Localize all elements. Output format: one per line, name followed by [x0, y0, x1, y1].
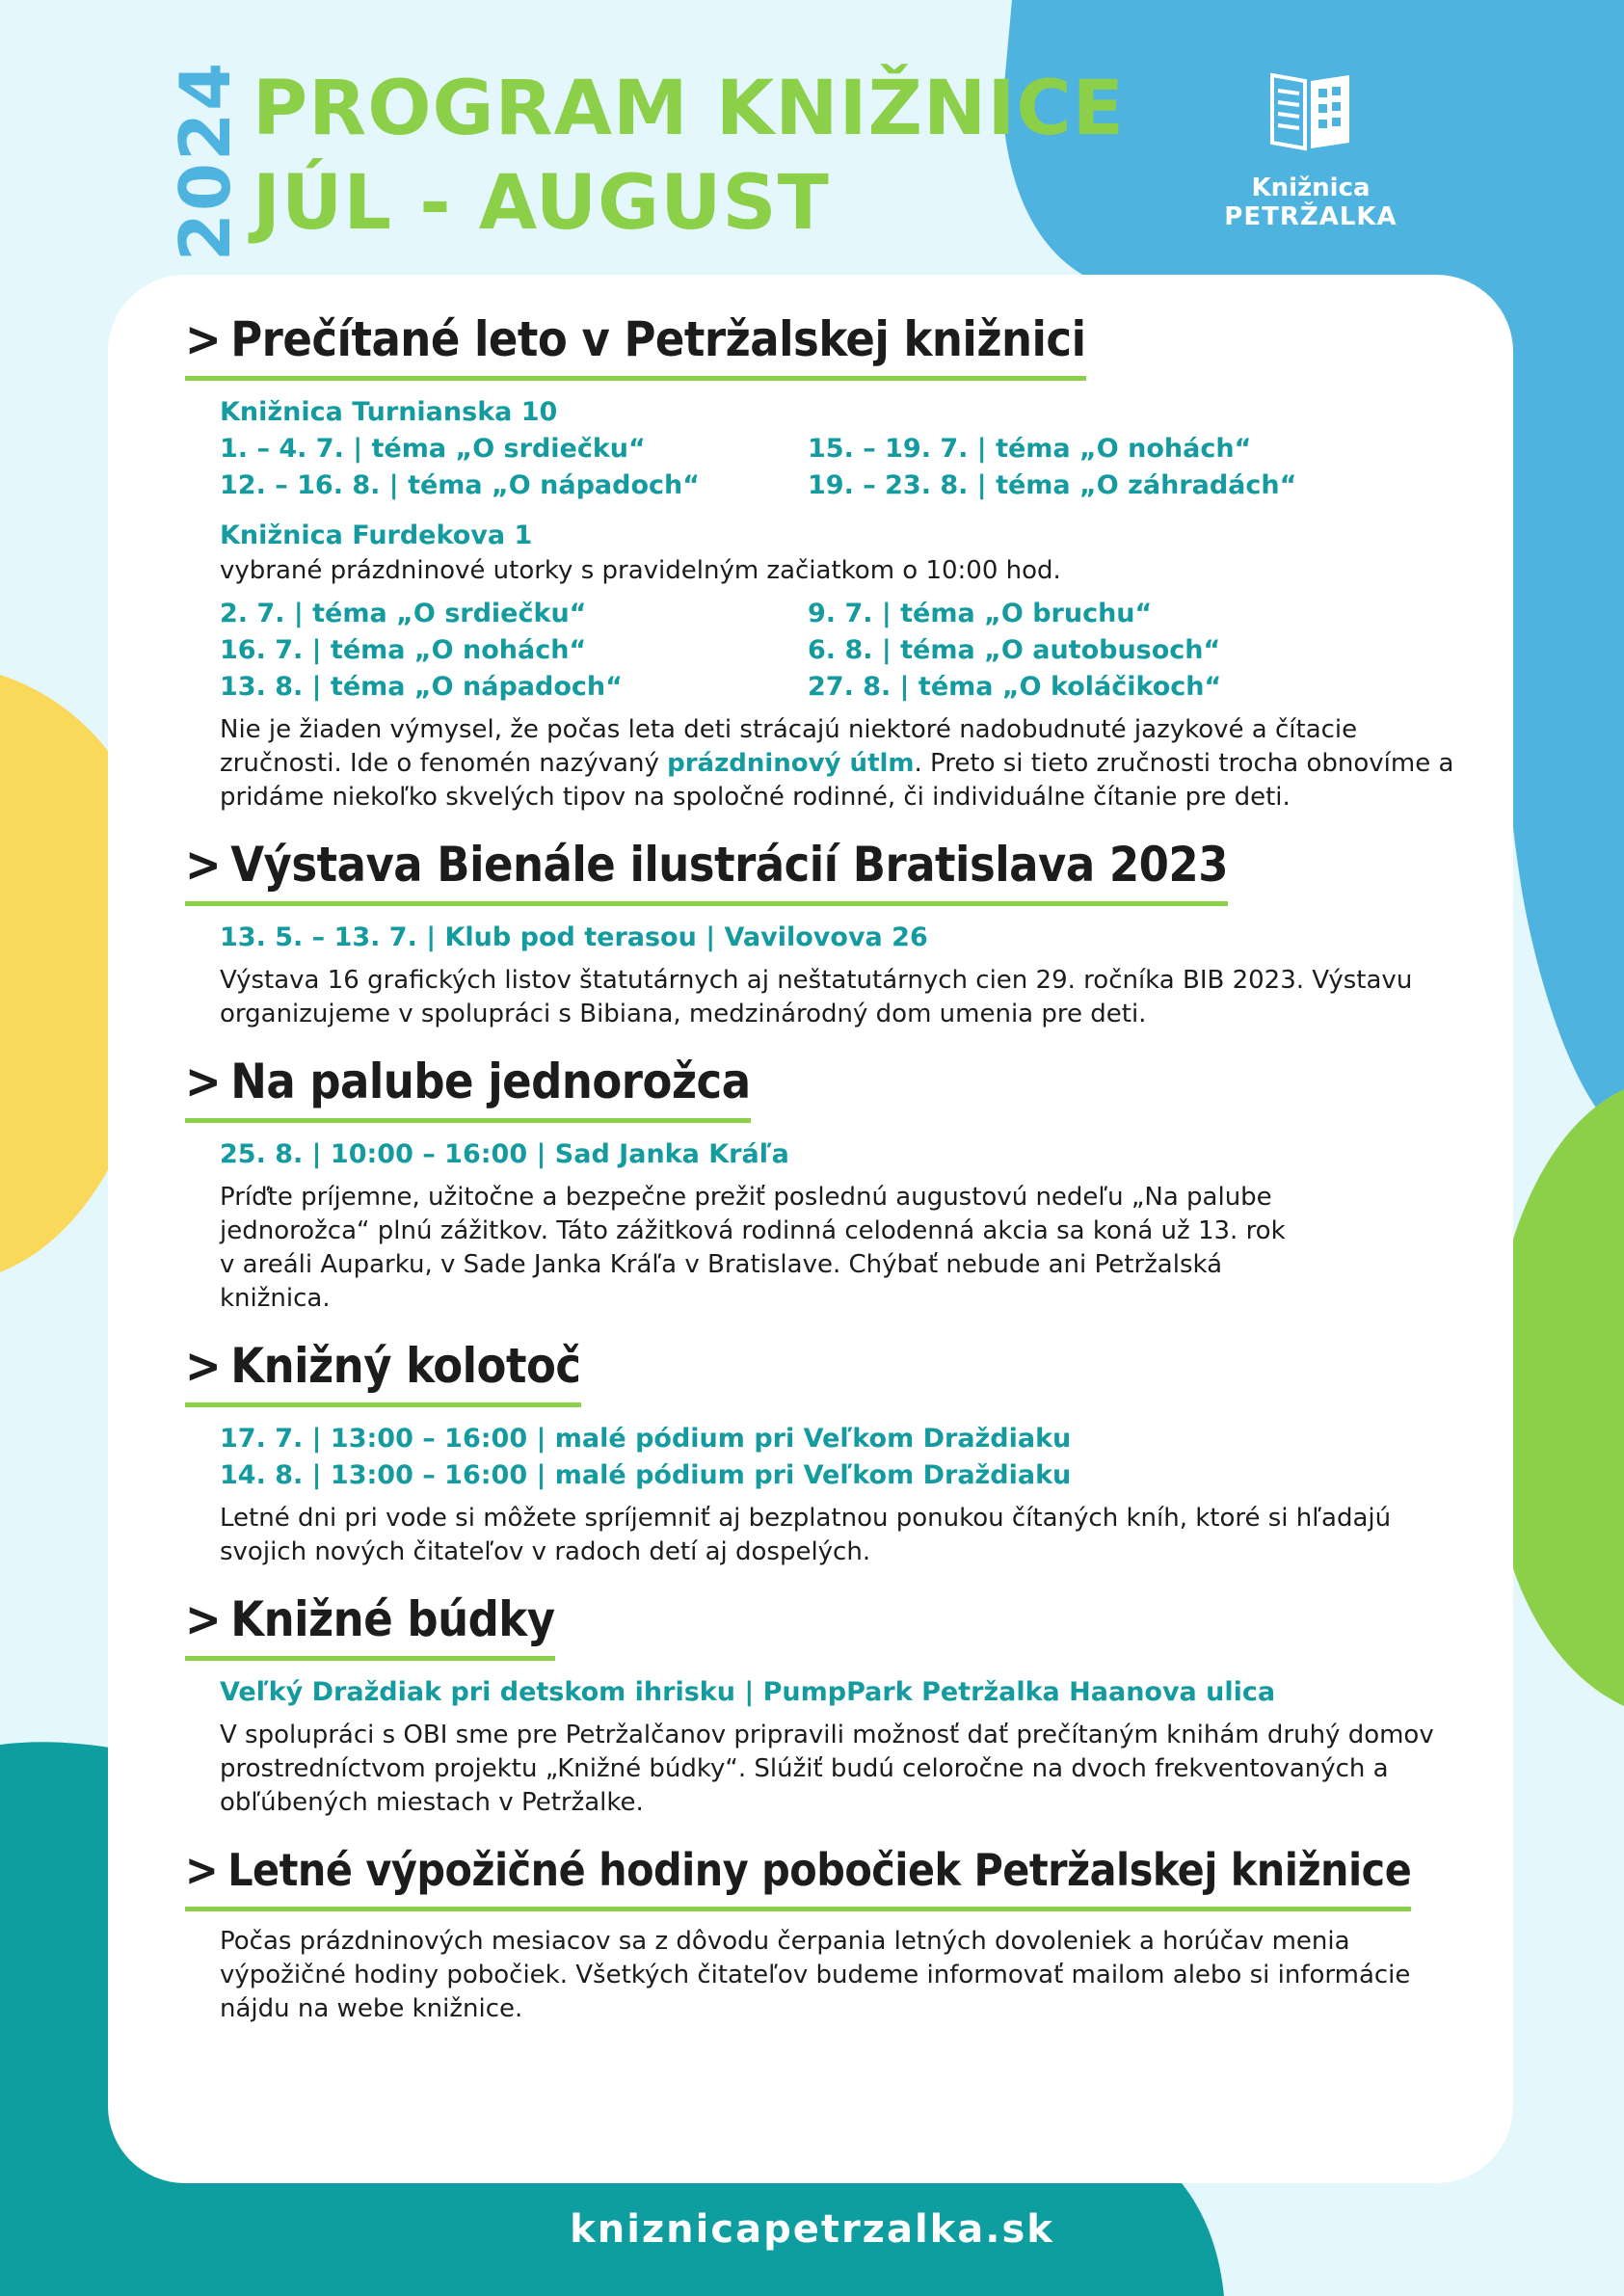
event-date-row: 12. – 16. 8. | téma „O nápadoch“ — [220, 470, 700, 500]
section-heading: > Knižný kolotoč — [185, 1335, 581, 1407]
section-kniny-kolotoc — [185, 1335, 1467, 1569]
section-na-palube-jednorozca — [185, 1051, 1467, 1316]
event-date-row: 1. – 4. 7. | téma „O srdiečku“ — [220, 434, 646, 464]
title-line-2: JÚL - AUGUST — [253, 160, 830, 247]
highlight-term: prázdninový útlm — [667, 749, 915, 778]
section-heading: > Výstava Bienále ilustrácií Bratislava 2023 — [185, 834, 1228, 906]
section-vystava-bib — [185, 834, 1467, 1031]
place-name: Knižnica Furdekova 1 — [220, 521, 533, 550]
section-description: Nie je žiaden výmysel, že počas leta deti strácajú niektoré nadobudnuté jazykové a čítacie zručnosti. Ide o fenomén nazývaný prázdninový útlm. Preto si tieto zručnosti trocha obnovíme a pridáme niekoľko skvelých tipov na spoločné rodinné, či individuálne čítanie pre deti. — [220, 715, 1454, 812]
section-letne-hodiny — [185, 1839, 1467, 2026]
event-date-row: 6. 8. | téma „O autobusoch“ — [808, 635, 1221, 665]
program-content — [185, 308, 1467, 2026]
event-info: 13. 5. – 13. 7. | Klub pod terasou | Vavilovova 26 — [220, 922, 928, 952]
section-description: Výstava 16 grafických listov štatutárnych aj neštatutárnych cien 29. ročníka BIB 2023. Výstavu organizujeme v spolupráci s Bibiana, medzinárodný dom umenia pre deti. — [220, 966, 1413, 1028]
logo-text-line2: PETRŽALKA — [1224, 202, 1398, 231]
event-info: Veľký Draždiak pri detskom ihrisku | PumpPark Petržalka Haanova ulica — [220, 1677, 1276, 1707]
place-note: vybrané prázdninové utorky s pravidelným začiatkom o 10:00 hod. — [220, 556, 1061, 585]
event-date-row: 27. 8. | téma „O koláčikoch“ — [808, 672, 1222, 702]
event-date-row: 9. 7. | téma „O bruchu“ — [808, 599, 1153, 628]
library-logo — [1195, 67, 1426, 231]
section-description: Príďte príjemne, užitočne a bezpečne prežiť poslednú augustovú nedeľu „Na palube jednorožca“ plnú zážitkov. Táto zážitková rodinná celodenná akcia sa koná už 13. rok v areáli Auparku, v Sade Janka Kráľa v Bratislave. Chýbať nebude ani Petržalská knižnica. — [220, 1183, 1286, 1313]
year-label: 2024 — [165, 60, 247, 262]
event-info: 17. 7. | 13:00 – 16:00 | malé pódium pri Veľkom Draždiaku — [220, 1424, 1072, 1454]
title-line-1: PROGRAM KNIŽNICE — [253, 66, 1125, 152]
section-heading: > Letné výpožičné hodiny pobočiek Petržalskej knižnice — [185, 1839, 1411, 1911]
section-heading: > Knižné búdky — [185, 1589, 555, 1661]
event-date-row: 2. 7. | téma „O srdiečku“ — [220, 599, 587, 628]
section-description: Letné dni pri vode si môžete spríjemniť aj bezplatnou ponukou čítaných kníh, ktoré si hľadajú svojich nových čitateľov v radoch detí aj dospelých. — [220, 1504, 1392, 1566]
event-info: 14. 8. | 13:00 – 16:00 | malé pódium pri Veľkom Draždiaku — [220, 1460, 1072, 1490]
event-date-row: 19. – 23. 8. | téma „O záhradách“ — [808, 470, 1297, 500]
website-link[interactable]: kniznicapetrzalka.sk — [570, 2207, 1054, 2252]
place-name: Knižnica Turnianska 10 — [220, 397, 558, 427]
section-description: V spolupráci s OBI sme pre Petržalčanov pripravili možnosť dať prečítaným knihám druhý domov prostredníctvom projektu „Knižné búdky“. Slúžiť budú celoročne na dvoch frekventovaných a obľúbených miestach v Petržalke. — [220, 1721, 1434, 1817]
event-info: 25. 8. | 10:00 – 16:00 | Sad Janka Kráľa — [220, 1139, 789, 1169]
page-title — [253, 62, 1125, 251]
book-icon — [1266, 67, 1355, 156]
section-heading: > Na palube jednorožca — [185, 1051, 751, 1123]
section-precitane-leto — [185, 308, 1467, 814]
section-description: Počas prázdninových mesiacov sa z dôvodu čerpania letných dovoleniek a horúčav menia výpožičné hodiny pobočiek. Všetkých čitateľov budeme informovať mailom alebo si informácie nájdu na webe knižnice. — [220, 1927, 1411, 2023]
logo-text-line1: Knižnica — [1251, 174, 1371, 202]
section-heading: > Prečítané leto v Petržalskej knižnici — [185, 308, 1086, 381]
event-date-row: 16. 7. | téma „O nohách“ — [220, 635, 587, 665]
section-knizne-budky — [185, 1589, 1467, 1820]
event-date-row: 15. – 19. 7. | téma „O nohách“ — [808, 434, 1252, 464]
event-date-row: 13. 8. | téma „O nápadoch“ — [220, 672, 623, 702]
